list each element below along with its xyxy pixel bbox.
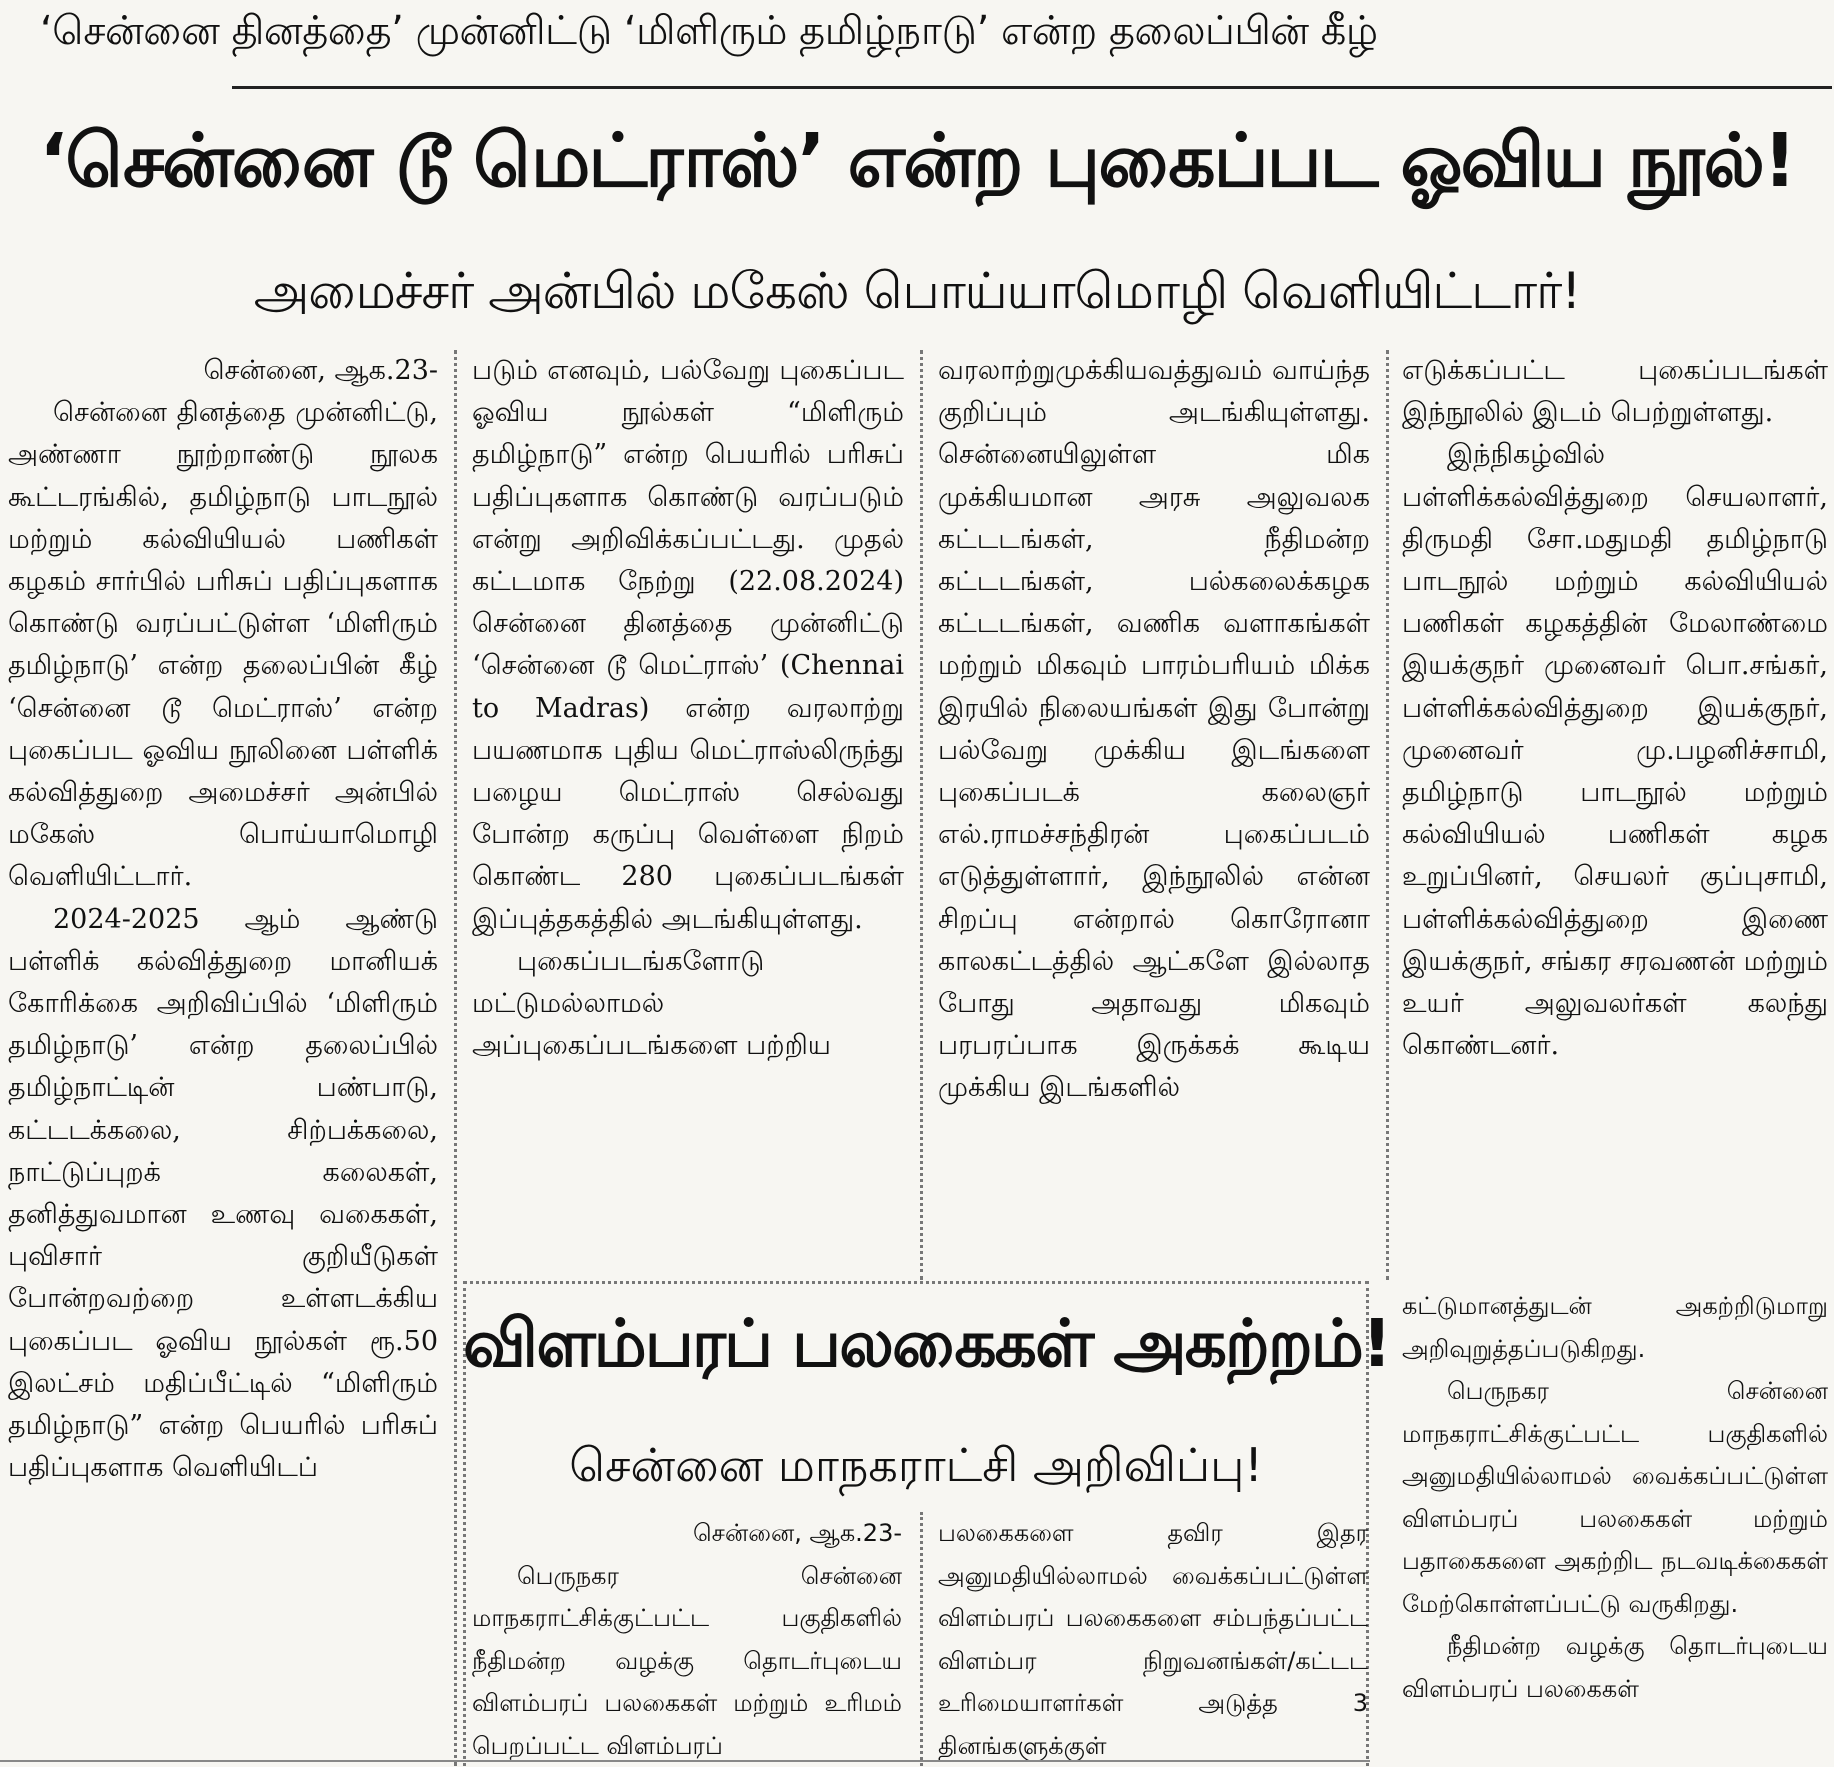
article1-paragraph: வரலாற்றுமுக்கியவத்துவம் வாய்ந்த குறிப்பும் அடங்கியுள்ளது. சென்னையிலுள்ள மிக முக்கியமான அரசு அலுவலக கட்டடங்கள், நீதிமன்ற கட்டடங்கள், பல்கலைக்கழக கட்டடங்கள், வணிக வளாகங்கள் மற்றும் மிகவும் பாரம்பரியம் மிக்க இரயில் நிலையங்கள் இது போன்று பல்வேறு முக்கிய இடங்களை புகைப்படக் கலைஞர் எல்.ராமச்சந்திரன் புகைப்படம் எடுத்துள்ளார், இந்நூலில் என்ன சிறப்பு என்றால் கொரோனா காலகட்டத்தில் ஆட்களே இல்லாத போது அதாவது மிகவும் பரபரப்பாக இருக்கக் கூடிய முக்கிய இடங்களில்	[938, 350, 1370, 1110]
article1-paragraph: 2024-2025 ஆம் ஆண்டு பள்ளிக் கல்வித்துறை மானியக் கோரிக்கை அறிவிப்பில் ‘மிளிரும் தமிழ்நாடு’ என்ற தலைப்பில் தமிழ்நாட்டின் பண்பாடு, கட்டடக்கலை, சிற்பக்கலை, நாட்டுப்புறக் கலைகள், தனித்துவமான உணவு வகைகள், புவிசார் குறியீடுகள் போன்றவற்றை உள்ளடக்கிய புகைப்பட ஓவிய நூல்கள் ரூ.50 இலட்சம் மதிப்பீட்டில் “மிளிரும் தமிழ்நாடு” என்ற பெயரில் பரிசுப் பதிப்புகளாக வெளியிடப்	[8, 899, 438, 1490]
article2-column-3	[1402, 1285, 1828, 1710]
article2-paragraph: பெருநகர சென்னை மாநகராட்சிக்குட்பட்ட பகுதிகளில் நீதிமன்ற வழக்கு தொடர்புடைய விளம்பரப் பலகைகள் மற்றும் உரிமம் பெறப்பட்ட விளம்பரப்	[472, 1555, 902, 1767]
article1-paragraph: இந்நிகழ்வில் பள்ளிக்கல்வித்துறை செயலாளர், திருமதி சோ.மதுமதி தமிழ்நாடு பாடநூல் மற்றும் கல்வியியல் பணிகள் கழகத்தின் மேலாண்மை இயக்குநர் முனைவர் பொ.சங்கர், பள்ளிக்கல்வித்துறை இயக்குநர், முனைவர் மு.பழனிச்சாமி, தமிழ்நாடு பாடநூல் மற்றும் கல்வியியல் பணிகள் கழக உறுப்பினர், செயலர் குப்புசாமி, பள்ளிக்கல்வித்துறை இணை இயக்குநர், சங்கர சரவணன் மற்றும் உயர் அலுவலர்கள் கலந்து கொண்டனர்.	[1402, 434, 1828, 1067]
article1-paragraph: புகைப்படங்களோடு மட்டுமல்லாமல் அப்புகைப்படங்களை பற்றிய	[472, 941, 904, 1068]
article1-column-4	[1402, 350, 1828, 1067]
column-rule	[920, 350, 923, 1280]
article2-headline: விளம்பரப் பலகைகள் அகற்றம்!	[463, 1305, 1369, 1391]
kicker-line: ‘சென்னை தினத்தை’ முன்னிட்டு ‘மிளிரும் தமிழ்நாடு’ என்ற தலைப்பின் கீழ்	[40, 8, 1820, 59]
headline: ‘சென்னை டூ மெட்ராஸ்’ என்ற புகைப்பட ஓவிய நூல்!	[0, 118, 1834, 214]
article1-column-1	[8, 350, 438, 1489]
article2-paragraph: நீதிமன்ற வழக்கு தொடர்புடைய விளம்பரப் பலகைகள்	[1402, 1625, 1828, 1710]
article2-column-1	[472, 1512, 902, 1767]
article1-paragraph: படும் எனவும், பல்வேறு புகைப்பட ஓவிய நூல்கள் “மிளிரும் தமிழ்நாடு” என்ற பெயரில் பரிசுப் பதிப்புகளாக கொண்டு வரப்படும் என்று அறிவிக்கப்பட்டது. முதல் கட்டமாக நேற்று (22.08.2024) சென்னை தினத்தை முன்னிட்டு ‘சென்னை டூ மெட்ராஸ்’ (Chennai to Madras) என்ற வரலாற்று பயணமாக புதிய மெட்ராஸ்லிருந்து பழைய மெட்ராஸ் செல்வது போன்ற கருப்பு வெள்ளை நிறம் கொண்ட 280 புகைப்படங்கள் இப்புத்தகத்தில் அடங்கியுள்ளது.	[472, 350, 904, 941]
article1-column-2	[472, 350, 904, 1067]
subheadline: அமைச்சர் அன்பில் மகேஸ் பொய்யாமொழி வெளியிட்டார்!	[0, 262, 1834, 327]
article2-dateline: சென்னை, ஆக.23-	[472, 1512, 902, 1555]
article2-column-2	[938, 1512, 1368, 1767]
article2-paragraph: பெருநகர சென்னை மாநகராட்சிக்குட்பட்ட பகுதிகளில் அனுமதியில்லாமல் வைக்கப்பட்டுள்ள விளம்பரப் பலகைகள் மற்றும் பதாகைகளை அகற்றிட நடவடிக்கைகள் மேற்கொள்ளப்பட்டு வருகிறது.	[1402, 1370, 1828, 1625]
article2-paragraph: பலகைகளை தவிர இதர அனுமதியில்லாமல் வைக்கப்பட்டுள்ள விளம்பரப் பலகைகளை சம்பந்தப்பட்ட விளம்பர நிறுவனங்கள்/கட்டட உரிமையாளர்கள் அடுத்த 3 தினங்களுக்குள்	[938, 1512, 1368, 1767]
column-rule	[454, 350, 457, 1766]
article2-paragraph: கட்டுமானத்துடன் அகற்றிடுமாறு அறிவுறுத்தப்படுகிறது.	[1402, 1285, 1828, 1370]
article1-paragraph: எடுக்கப்பட்ட புகைப்படங்கள் இந்நூலில் இடம் பெற்றுள்ளது.	[1402, 350, 1828, 434]
bottom-rule	[0, 1760, 1370, 1762]
column-rule	[920, 1512, 923, 1766]
article1-paragraph: சென்னை தினத்தை முன்னிட்டு, அண்ணா நூற்றாண்டு நூலக கூட்டரங்கில், தமிழ்நாடு பாடநூல் மற்றும் கல்வியியல் பணிகள் கழகம் சார்பில் பரிசுப் பதிப்புகளாக கொண்டு வரப்பட்டுள்ள ‘மிளிரும் தமிழ்நாடு’ என்ற தலைப்பின் கீழ் ‘சென்னை டூ மெட்ராஸ்’ என்ற புகைப்பட ஓவிய நூலினை பள்ளிக் கல்வித்துறை அமைச்சர் அன்பில் மகேஸ் பொய்யாமொழி வெளியிட்டார்.	[8, 392, 438, 898]
article2-subheadline: சென்னை மாநகராட்சி அறிவிப்பு!	[463, 1438, 1369, 1499]
ad-box-top-rule	[463, 1281, 1369, 1284]
column-rule	[1386, 350, 1389, 1280]
kicker-rule	[232, 86, 1832, 89]
article1-column-3	[938, 350, 1370, 1110]
article1-dateline: சென்னை, ஆக.23-	[8, 350, 438, 392]
